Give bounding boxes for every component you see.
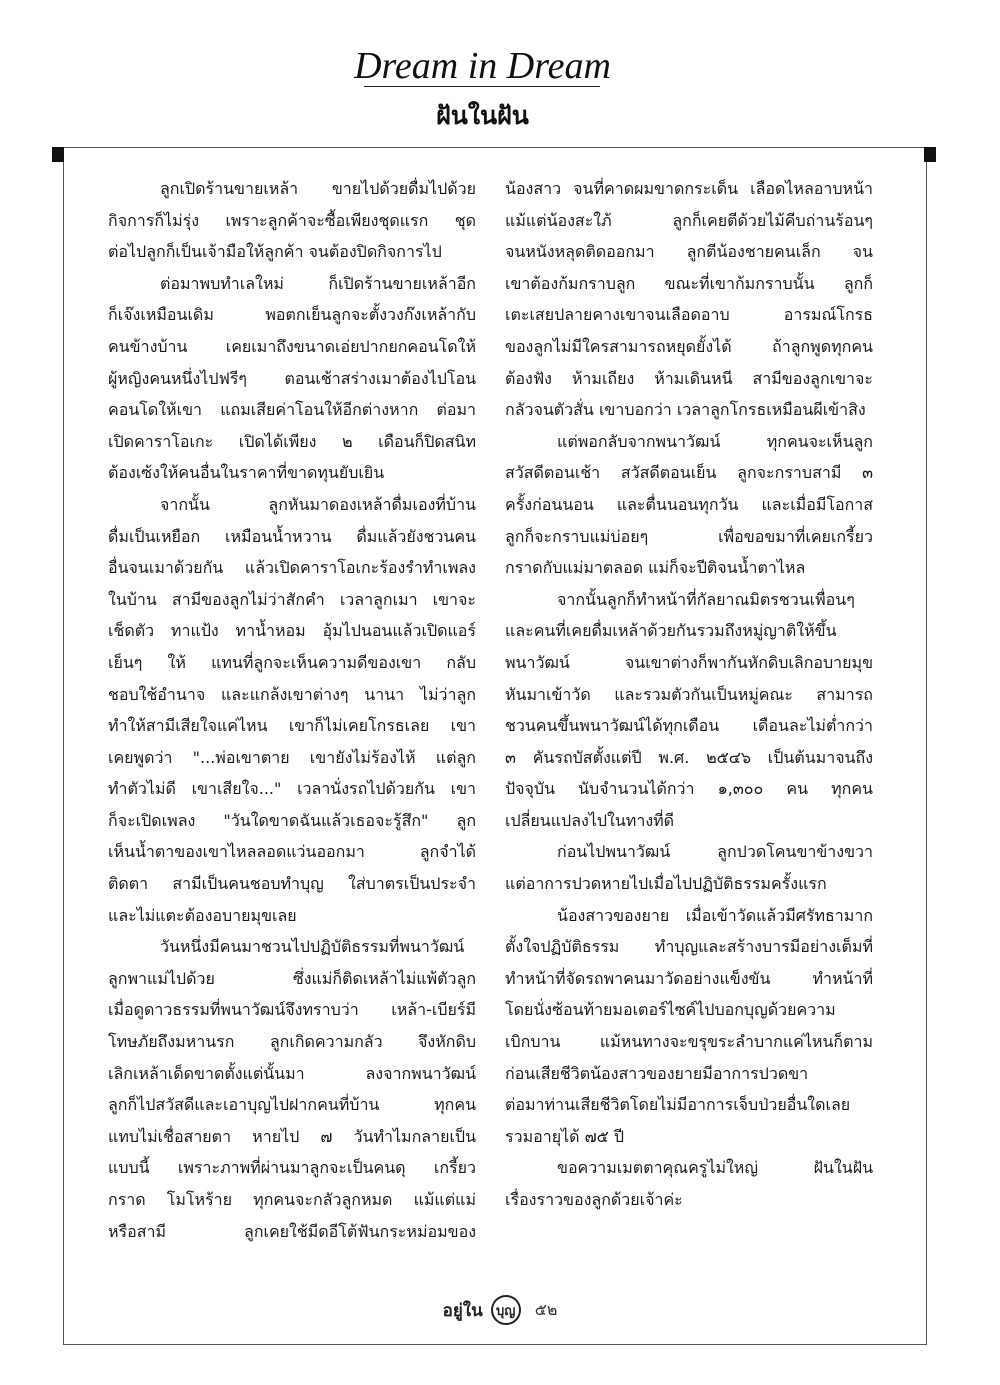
text-line: เบิกบาน แม้หนทางจะขรุขระลำบากแค่ไหนก็ตาม <box>505 1032 873 1052</box>
text-line: ตั้งใจปฏิบัติธรรม ทำบุญและสร้างบารมีอย่างเต็มที่ <box>505 937 873 957</box>
magazine-logo-text: อยู่ใน <box>442 1300 483 1321</box>
text-line: สวัสดีตอนเช้า สวัสดีตอนเย็น ลูกจะกราบสามี ๓ <box>505 463 873 483</box>
text-line: วันหนึ่งมีคนมาชวนไปปฏิบัติธรรมที่พนาวัฒน์ <box>160 937 465 957</box>
text-line: ก็เจ๊งเหมือนเดิม พอตกเย็นลูกจะตั้งวงก๊งเหล้ากับ <box>108 305 476 325</box>
text-line: น้องสาว จนที่คาดผมขาดกระเด็น เลือดไหลอาบหน้า <box>505 179 873 198</box>
text-line: เลิกเหล้าเด็ดขาดตั้งแต่นั้นมา ลงจากพนาวัฒน์ <box>108 1063 476 1083</box>
text-line: ทำหน้าที่จัดรถพาคนมาวัดอย่างแข็งขัน ทำหน้าที่ <box>505 968 873 988</box>
right-text-column <box>505 173 873 1216</box>
text-line: จากนั้น ลูกหันมาดองเหล้าดื่มเองที่บ้าน <box>160 494 476 514</box>
text-line: ติดตา สามีเป็นคนชอบทำบุญ ใส่บาตรเป็นประจำ <box>108 874 476 894</box>
text-line: ขอความเมตตาคุณครูไม่ใหญ่ ฝันในฝัน <box>557 1158 873 1178</box>
text-line: เปิดคาราโอเกะ เปิดได้เพียง ๒ เดือนก็ปิดสนิท <box>108 431 476 451</box>
text-line: ต้องฟัง ห้ามเถียง ห้ามเดินหนี สามีของลูกเขาจะ <box>505 368 873 388</box>
text-line: จนหนังหลุดติดออกมา ลูกตีน้องชายคนเล็ก จน <box>505 242 873 262</box>
text-line: ๓ คันรถบัสตั้งแต่ปี พ.ศ. ๒๕๔๖ เป็นต้นมาจนถึง <box>505 747 873 767</box>
text-line: ก็จะเปิดเพลง "วันใดขาดฉันแล้วเธอจะรู้สึก" ลูก <box>108 810 476 830</box>
text-line: กิจการก็ไม่รุ่ง เพราะลูกค้าจะซื้อเพียงชุดแรก ชุด <box>108 210 476 230</box>
magazine-logo-circle: บุญ <box>491 1295 521 1325</box>
text-line: ต่อมาท่านเสียชีวิตโดยไม่มีอาการเจ็บป่วยอื่นใดเลย <box>505 1095 851 1115</box>
text-line: หรือสามี ลูกเคยใช้มีดอีโต้ฟันกระหม่อมของ <box>108 1221 476 1241</box>
text-line: จากนั้นลูกก็ทำหน้าที่กัลยาณมิตรชวนเพื่อนๆ <box>557 589 855 609</box>
text-line: รวมอายุได้ ๗๕ ปี <box>505 1126 624 1146</box>
text-line: เขาต้องก้มกราบลูก ขณะที่เขาก้มกราบนั้น ลูกก็ <box>505 273 873 293</box>
text-line: แต่พอกลับจากพนาวัฒน์ ทุกคนจะเห็นลูก <box>557 431 873 451</box>
text-line: และคนที่เคยดื่มเหล้าด้วยกันรวมถึงหมู่ญาติให้ขึ้น <box>505 621 837 641</box>
text-line: ลูกเปิดร้านขายเหล้า ขายไปด้วยดื่มไปด้วย <box>160 179 476 198</box>
text-line: คอนโดให้เขา แถมเสียค่าโอนให้อีกต่างหาก ต่อมา <box>108 400 476 420</box>
text-line: หันมาเข้าวัด และรวมตัวกันเป็นหมู่คณะ สามารถ <box>505 684 873 704</box>
page-number: ๕๒ <box>534 1299 558 1319</box>
text-line: และไม่แตะต้องอบายมุขเลย <box>108 905 297 925</box>
text-line: ผู้หญิงคนหนึ่งไปฟรีๆ ตอนเช้าสร่างเมาต้องไปโอน <box>108 368 476 388</box>
text-line: แต่อาการปวดหายไปเมื่อไปปฏิบัติธรรมครั้งแรก <box>505 874 827 894</box>
text-line: ดื่มเป็นเหยือก เหมือนน้ำหวาน ดื่มแล้วยังชวนคน <box>108 526 476 546</box>
left-text-column <box>108 173 476 1247</box>
text-line: อื่นจนเมาด้วยกัน แล้วเปิดคาราโอเกะร้องรำทำเพลง <box>108 558 476 578</box>
text-line: ทำตัวไม่ดี เขาเสียใจ..." เวลานั่งรถไปด้วยกัน เขา <box>108 779 476 799</box>
text-line: ปัจจุบัน นับจำนวนได้กว่า ๑,๓๐๐ คน ทุกคน <box>505 779 873 799</box>
page-title-thai: ฝันในฝัน <box>436 101 529 130</box>
text-line: ต้องเซ้งให้คนอื่นในราคาที่ขาดทุนยับเยิน <box>108 463 385 483</box>
text-line: เห็นน้ำตาของเขาไหลลอดแว่นออกมา ลูกจำได้ <box>108 842 476 862</box>
text-line: ชอบใช้อำนาจ และแกล้งเขาต่างๆ นานา ไม่ว่าลูก <box>108 684 476 704</box>
text-line: เช็ดตัว ทาแป้ง ทาน้ำหอม อุ้มไปนอนแล้วเปิดแอร์ <box>108 621 476 641</box>
text-line: พนาวัฒน์ จนเขาต่างก็พากันหักดิบเลิกอบายมุข <box>505 652 873 672</box>
text-line: น้องสาวของยาย เมื่อเข้าวัดแล้วมีศรัทธามาก <box>557 905 873 925</box>
page-footer <box>0 1295 1000 1325</box>
text-line: ลูกก็ไปสวัสดีและเอาบุญไปฝากคนที่บ้าน ทุกคน <box>108 1095 476 1115</box>
title-underline <box>364 86 600 87</box>
text-line: โดยนั่งซ้อนท้ายมอเตอร์ไซค์ไปบอกบุญด้วยความ <box>505 1000 836 1020</box>
text-line: คนข้างบ้าน เคยเมาถึงขนาดเอ่ยปากยกคอนโดให้ <box>108 336 476 356</box>
text-line: แบบนี้ เพราะภาพที่ผ่านมาลูกจะเป็นคนดุ เกรี้ยว <box>108 1158 476 1178</box>
text-line: ทำให้สามีเสียใจแค่ไหน เขาก็ไม่เคยโกรธเลย เขา <box>108 716 476 736</box>
text-line: ก่อนเสียชีวิตน้องสาวของยายมีอาการปวดขา <box>505 1063 809 1083</box>
text-line: เรื่องราวของลูกด้วยเจ้าค่ะ <box>505 1190 683 1209</box>
text-line: ก่อนไปพนาวัฒน์ ลูกปวดโคนขาข้างขวา <box>557 842 873 862</box>
text-line: ครั้งก่อนนอน และตื่นนอนทุกวัน และเมื่อมีโอกาส <box>505 494 873 514</box>
text-line: ชวนคนขึ้นพนาวัฒน์ได้ทุกเดือน เดือนละไม่ต่ำกว่า <box>505 716 873 736</box>
text-line: โทษภัยถึงมหานรก ลูกเกิดความกลัว จึงหักดิบ <box>108 1032 476 1052</box>
text-line: เคยพูดว่า "...พ่อเขาตาย เขายังไม่ร้องไห้ แต่ลูก <box>108 747 476 767</box>
text-line: ในบ้าน สามีของลูกไม่ว่าสักคำ เวลาลูกเมา เขาจะ <box>108 589 476 609</box>
text-line: กราดกับแม่มาตลอด แม่ก็จะปีติจนน้ำตาไหล <box>505 558 806 578</box>
text-line: เย็นๆ ให้ แทนที่ลูกจะเห็นความดีของเขา กลับ <box>108 652 476 672</box>
text-line: ลูกพาแม่ไปด้วย ซึ่งแม่ก็ติดเหล้าไม่แพ้ตัวลูก <box>108 968 476 988</box>
text-line: เมื่อดูดาวธรรมที่พนาวัฒน์จึงทราบว่า เหล้า-เบียร์มี <box>108 1000 476 1020</box>
text-line: กราด โมโหร้าย ทุกคนจะกลัวลูกหมด แม้แต่แม่ <box>108 1190 476 1209</box>
corner-marker-right <box>924 147 936 162</box>
text-line: ต่อไปลูกก็เป็นเจ้ามือให้ลูกค้า จนต้องปิดกิจการไป <box>108 242 442 262</box>
text-line: ลูกก็จะกราบแม่บ่อยๆ เพื่อขอขมาที่เคยเกรี้ยว <box>505 526 873 546</box>
text-line: แม้แต่น้องสะใภ้ ลูกก็เคยตีด้วยไม้คีบถ่านร้อนๆ <box>505 210 873 230</box>
text-line: เปลี่ยนแปลงไปในทางที่ดี <box>505 810 675 830</box>
text-line: กลัวจนตัวสั่น เขาบอกว่า เวลาลูกโกรธเหมือนผีเข้าสิง <box>505 400 866 420</box>
text-line: แทบไม่เชื่อสายตา หายไป ๗ วันทำไมกลายเป็น <box>108 1126 476 1146</box>
text-line: เตะเสยปลายคางเขาจนเลือดอาบ อารมณ์โกรธ <box>505 305 873 325</box>
page-title-english: Dream in Dream <box>354 45 611 87</box>
text-line: ต่อมาพบทำเลใหม่ ก็เปิดร้านขายเหล้าอีก <box>160 273 476 293</box>
text-line: ของลูกไม่มีใครสามารถหยุดยั้งได้ ถ้าลูกพูดทุกคน <box>505 336 873 356</box>
corner-marker-left <box>52 147 64 162</box>
